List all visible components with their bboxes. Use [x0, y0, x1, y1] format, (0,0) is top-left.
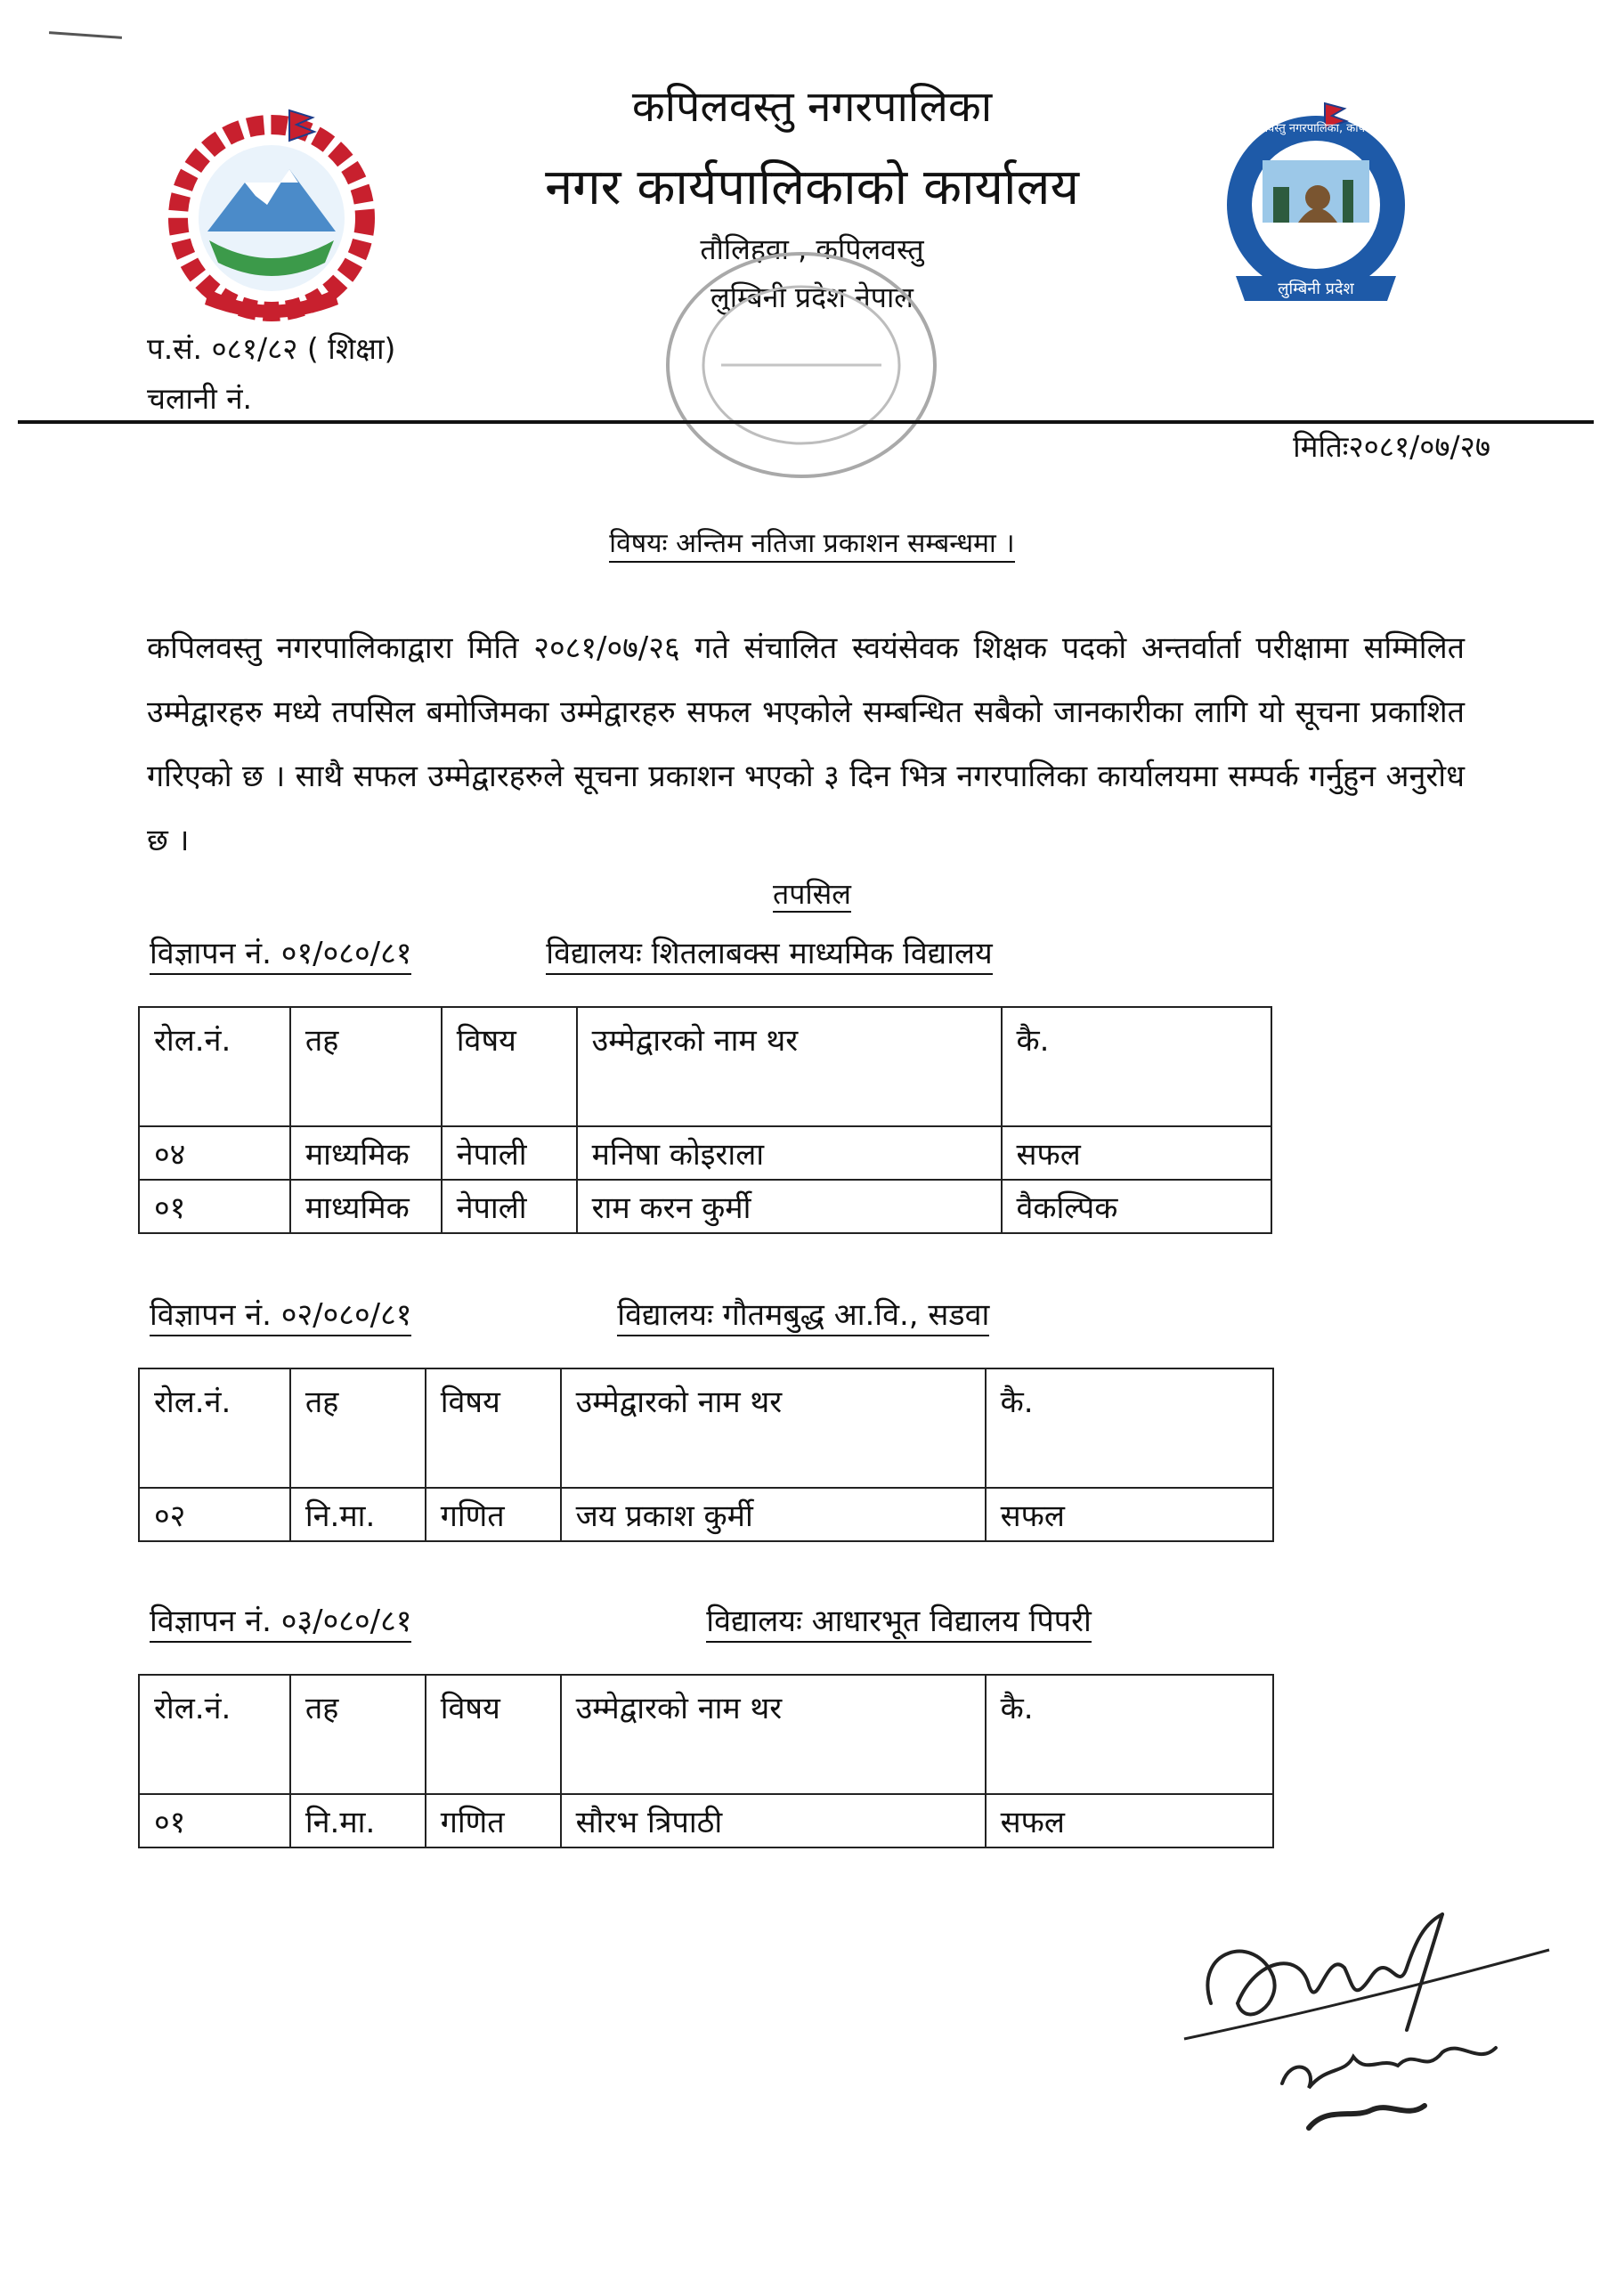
subject-text: विषयः अन्तिम नतिजा प्रकाशन सम्बन्धमा ।: [609, 528, 1014, 563]
signature-icon: [1175, 1896, 1567, 2146]
column-header: कै.: [986, 1675, 1273, 1794]
table-cell: मनिषा कोइराला: [577, 1126, 1002, 1180]
table-row: [139, 1180, 1271, 1233]
header-divider: [18, 420, 1594, 424]
table-cell: नि.मा.: [290, 1488, 426, 1541]
section-1-school: विद्यालयः शितलाबक्स माध्यमिक विद्यालय: [546, 936, 993, 975]
column-header: तह: [290, 1368, 426, 1488]
column-header: कै.: [986, 1368, 1273, 1488]
table-cell: गणित: [426, 1794, 561, 1847]
logo-ring-text: कपिलवस्तु नगरपालिका, कपिलवस्तु: [1241, 122, 1391, 135]
schedule-heading-text: तपसिल: [772, 877, 852, 911]
column-header: रोल.नं.: [139, 1368, 290, 1488]
section-2-advert: विज्ञापन नं. ०२/०८०/८१: [150, 1297, 411, 1336]
letter-date: मितिः२०८१/०७/२७: [1293, 429, 1490, 464]
table-cell: ०२: [139, 1488, 290, 1541]
table-cell: सफल: [986, 1794, 1273, 1847]
notice-body: कपिलवस्तु नगरपालिकाद्वारा मिति २०८१/०७/२६ गते संचालित स्वयंसेवक शिक्षक पदको अन्तर्वार्ता परीक्षामा सम्मिलित उम्मेद्वारहरु मध्ये तपसिल बमोजिमका उम्मेद्वारहरु सफल भएकोले सम्बन्धित सबैको जानकारीका लागि यो सूचना प्रकाशित गरिएको छ । साथै सफल उम्मेद्वारहरुले सूचना प्रकाशन भएको ३ दिन भित्र नगरपालिका कार्यालयमा सम्पर्क गर्नुहुन अनुरोध छ ।: [147, 630, 1465, 858]
section-2-table: [138, 1368, 1274, 1542]
table-cell: सफल: [1002, 1126, 1271, 1180]
municipality-name: कपिलवस्तु नगरपालिका: [631, 82, 993, 132]
address-province: लुम्बिनी प्रदेश नेपाल: [710, 280, 914, 314]
column-header: रोल.नं.: [139, 1007, 290, 1126]
table-header-row: [139, 1675, 1273, 1794]
section-2-heading: [150, 1293, 989, 1334]
section-3-table: [138, 1674, 1274, 1848]
reference-number: प.सं. ०८१/८२ ( शिक्षा): [147, 331, 396, 366]
table-cell: नेपाली: [442, 1126, 577, 1180]
table-cell: सफल: [986, 1488, 1273, 1541]
column-header: रोल.नं.: [139, 1675, 290, 1794]
section-2-school: विद्यालयः गौतमबुद्ध आ.वि., सडवा: [617, 1297, 989, 1336]
table-cell: राम करन कुर्मी: [577, 1180, 1002, 1233]
table-cell: ०१: [139, 1180, 290, 1233]
column-header: तह: [290, 1675, 426, 1794]
scan-mark: [49, 31, 122, 39]
table-cell: नि.मा.: [290, 1794, 426, 1847]
table-cell: वैकल्पिक: [1002, 1180, 1271, 1233]
section-3-advert: विज्ञापन नं. ०३/०८०/८१: [150, 1604, 411, 1643]
column-header: तह: [290, 1007, 442, 1126]
logo-ribbon-text: लुम्बिनी प्रदेश: [1278, 280, 1354, 298]
table-cell: नेपाली: [442, 1180, 577, 1233]
column-header: विषय: [442, 1007, 577, 1126]
table-header-row: [139, 1368, 1273, 1488]
column-header: कै.: [1002, 1007, 1271, 1126]
schedule-heading: [0, 874, 1624, 913]
subject-line: [0, 524, 1624, 560]
column-header: उम्मेद्वारको नाम थर: [561, 1675, 986, 1794]
section-3-heading: [150, 1599, 1092, 1640]
section-1-table: [138, 1006, 1272, 1234]
table-cell: सौरभ त्रिपाठी: [561, 1794, 986, 1847]
table-cell: गणित: [426, 1488, 561, 1541]
table-cell: ०४: [139, 1126, 290, 1180]
section-3-school: विद्यालयः आधारभूत विद्यालय पिपरी: [706, 1604, 1092, 1643]
address-city: तौलिहवा , कपिलवस्तु: [700, 232, 924, 266]
column-header: विषय: [426, 1675, 561, 1794]
column-header: विषय: [426, 1368, 561, 1488]
table-header-row: [139, 1007, 1271, 1126]
section-1-heading: [150, 931, 993, 972]
column-header: उम्मेद्वारको नाम थर: [561, 1368, 986, 1488]
table-cell: जय प्रकाश कुर्मी: [561, 1488, 986, 1541]
table-cell: ०१: [139, 1794, 290, 1847]
office-stamp-icon: [650, 240, 953, 508]
table-row: [139, 1126, 1271, 1180]
table-cell: माध्यमिक: [290, 1180, 442, 1233]
table-row: [139, 1794, 1273, 1847]
table-row: [139, 1488, 1273, 1541]
table-cell: माध्यमिक: [290, 1126, 442, 1180]
dispatch-number: चलानी नं.: [147, 381, 253, 416]
column-header: उम्मेद्वारको नाम थर: [577, 1007, 1002, 1126]
office-name: नगर कार्यपालिकाको कार्यालय: [545, 158, 1079, 216]
section-1-advert: विज्ञापन नं. ०१/०८०/८१: [150, 936, 411, 975]
